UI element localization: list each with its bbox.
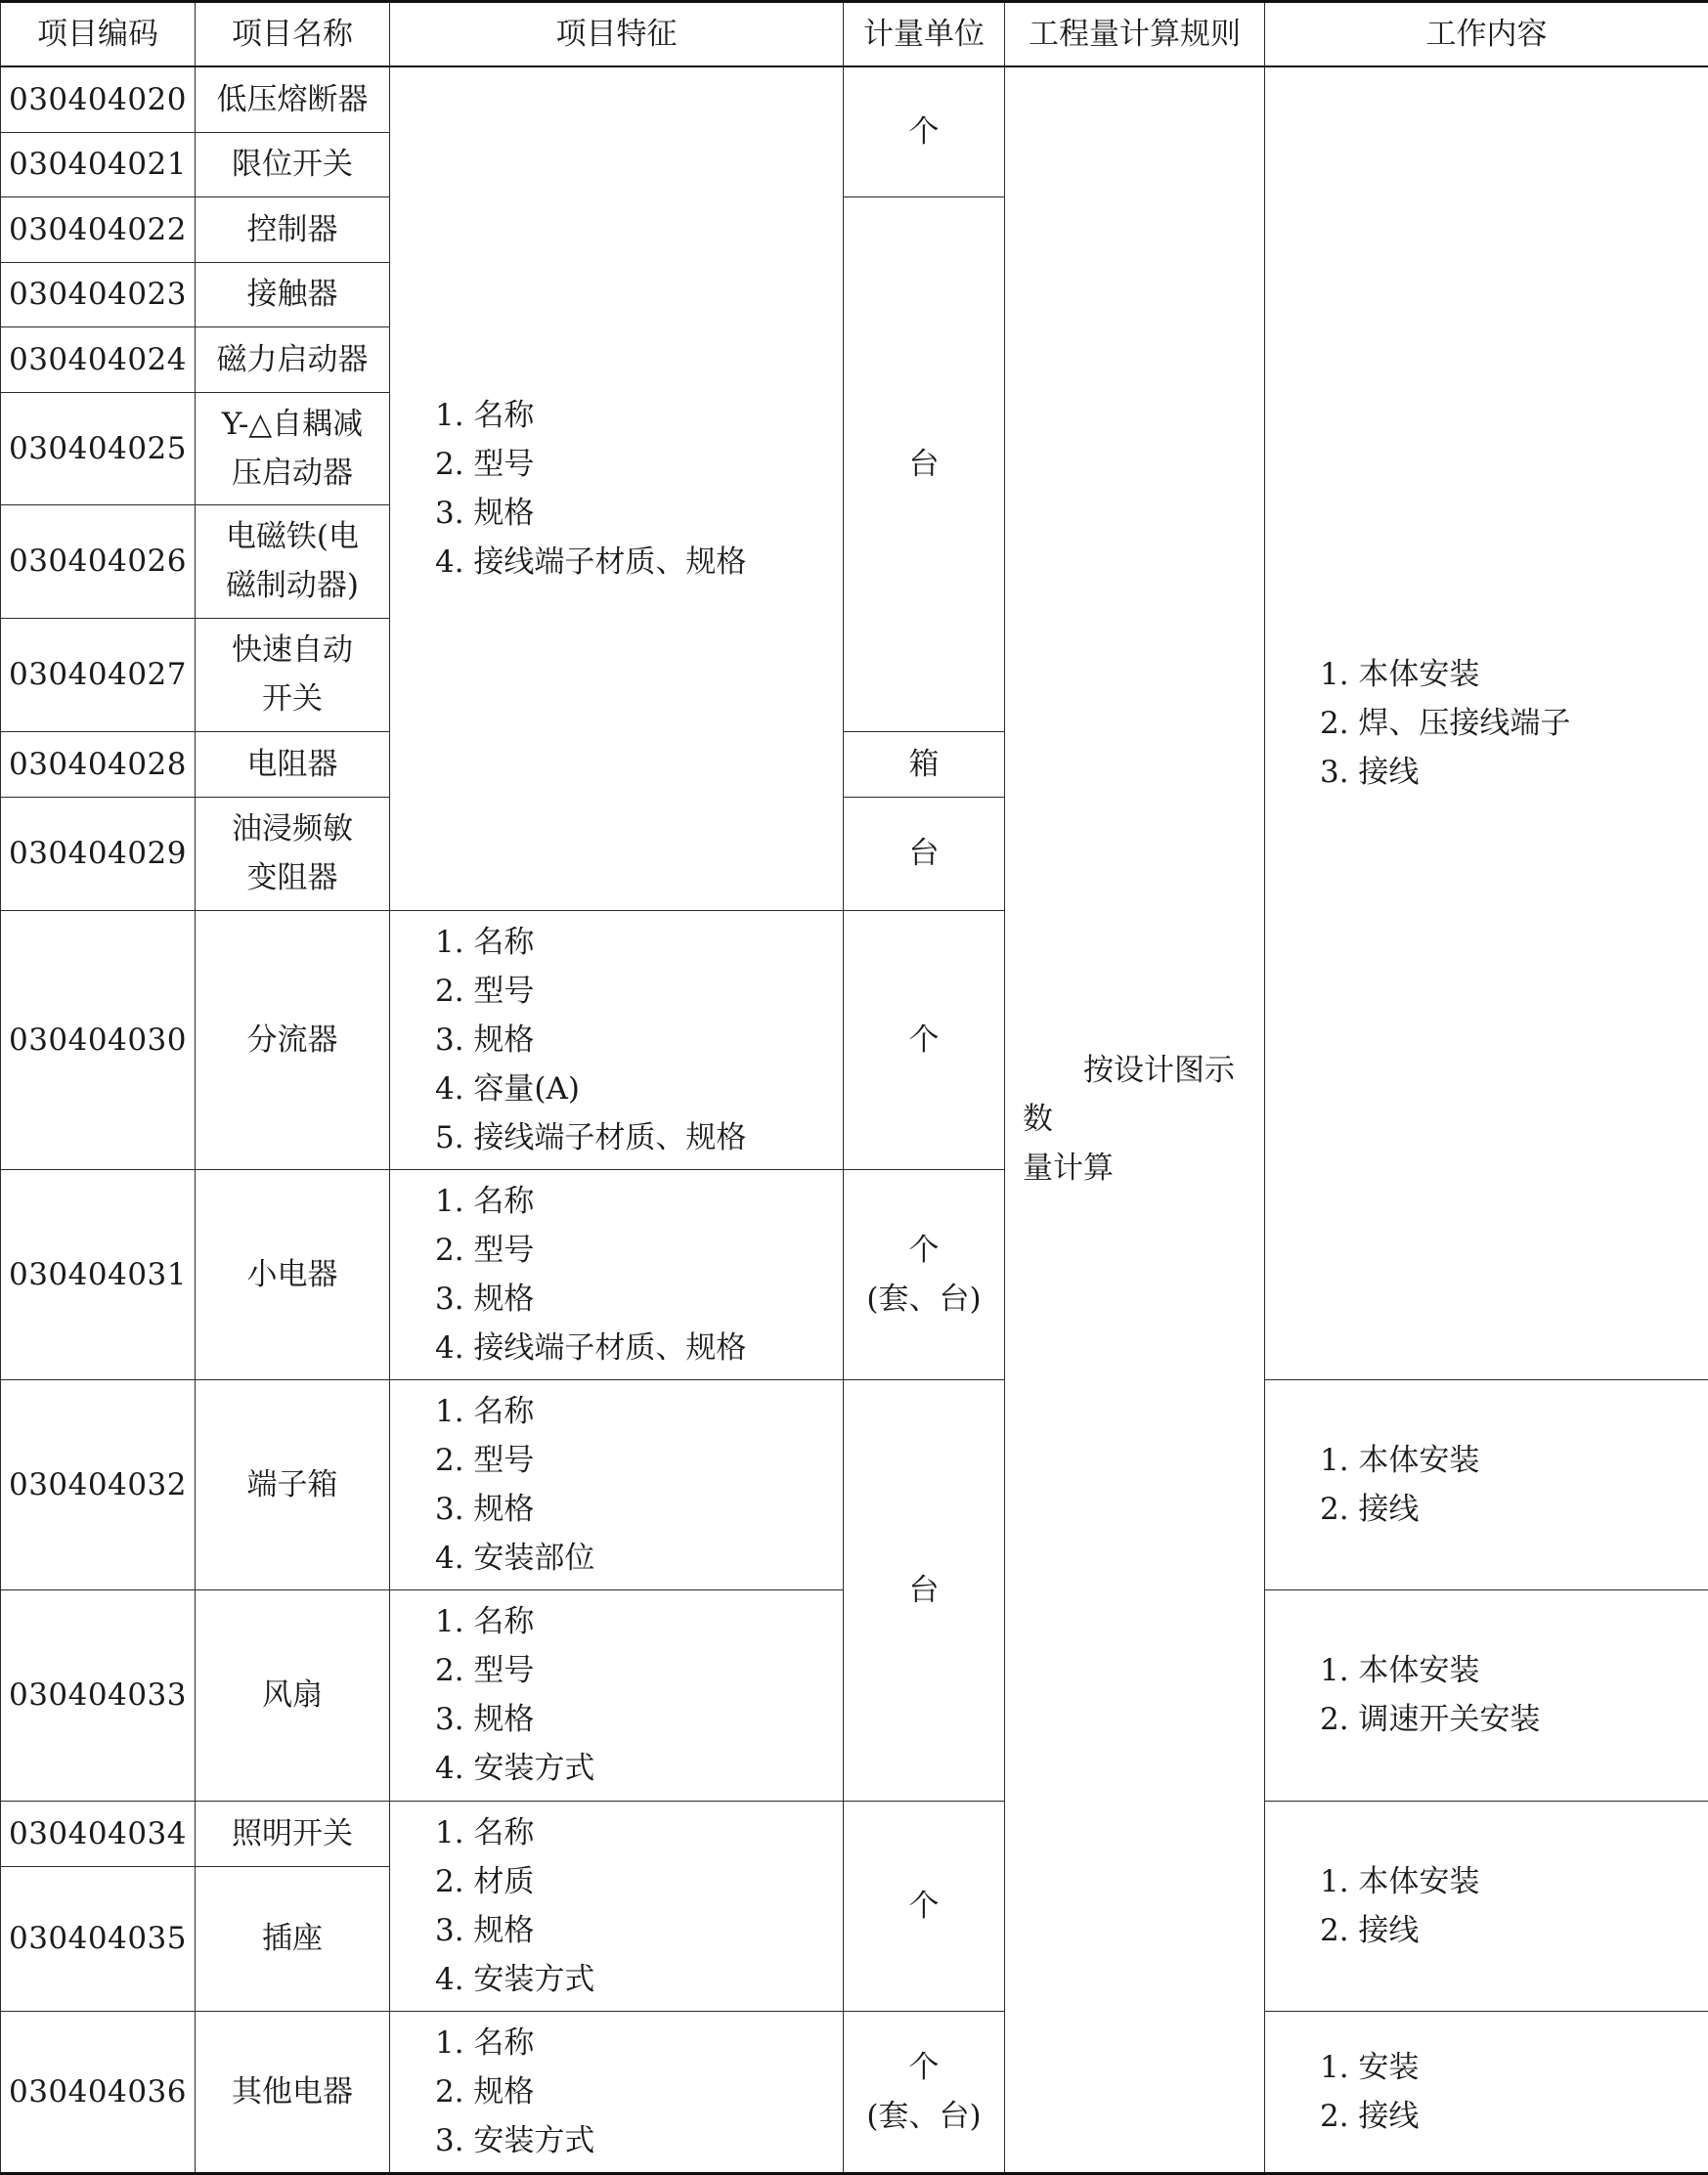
unit-cell: 台 — [844, 1379, 1005, 1801]
feature-line: 5. 接线端子材质、规格 — [435, 1113, 843, 1162]
unit-cell — [844, 1169, 1005, 1379]
item-name — [196, 392, 390, 504]
feature-line: 3. 规格 — [435, 1906, 843, 1955]
table-row — [1, 1801, 1708, 1866]
item-name: 分流器 — [196, 910, 390, 1169]
unit-line: (套、台) — [844, 2092, 1004, 2141]
item-name — [196, 618, 390, 731]
item-name-line: 油浸频敏 — [196, 805, 389, 853]
feature-line: 3. 安装方式 — [435, 2116, 843, 2165]
item-contents — [1265, 66, 1708, 1379]
item-name: 照明开关 — [196, 1801, 390, 1866]
content-line: 3. 接线 — [1320, 748, 1708, 797]
feature-line: 3. 规格 — [435, 489, 843, 538]
item-code: 030404025 — [1, 392, 196, 504]
item-name — [196, 797, 390, 910]
content-line: 2. 焊、压接线端子 — [1320, 699, 1708, 748]
item-name-line: 快速自动 — [196, 626, 389, 674]
header-name: 项目名称 — [196, 2, 390, 67]
unit-line: 个 — [844, 2043, 1004, 2092]
feature-line: 2. 材质 — [435, 1857, 843, 1906]
feature-line: 4. 接线端子材质、规格 — [435, 538, 843, 587]
item-contents — [1265, 2011, 1708, 2173]
item-name-line: 压启动器 — [196, 449, 389, 498]
item-features — [390, 1801, 844, 2011]
content-line: 2. 接线 — [1320, 1906, 1708, 1955]
header-contents: 工作内容 — [1265, 2, 1708, 67]
unit-cell: 台 — [844, 196, 1005, 731]
content-line: 2. 调速开关安装 — [1320, 1695, 1708, 1744]
item-name: 磁力启动器 — [196, 326, 390, 392]
item-code: 030404029 — [1, 797, 196, 910]
item-name: 电阻器 — [196, 731, 390, 797]
feature-line: 1. 名称 — [435, 918, 843, 967]
item-name-line: Y-△自耦减 — [196, 400, 389, 449]
item-code: 030404022 — [1, 196, 196, 262]
item-name: 其他电器 — [196, 2011, 390, 2173]
item-code: 030404031 — [1, 1169, 196, 1379]
item-code: 030404028 — [1, 731, 196, 797]
feature-line: 2. 规格 — [435, 2067, 843, 2116]
item-code: 030404024 — [1, 326, 196, 392]
header-features: 项目特征 — [390, 2, 844, 67]
item-contents — [1265, 1379, 1708, 1589]
item-name-line: 磁制动器) — [196, 561, 389, 610]
table-row — [1, 2011, 1708, 2173]
unit-cell: 个 — [844, 910, 1005, 1169]
item-name: 小电器 — [196, 1169, 390, 1379]
header-code: 项目编码 — [1, 2, 196, 67]
content-line: 1. 本体安装 — [1320, 650, 1708, 699]
content-line: 1. 本体安装 — [1320, 1857, 1708, 1906]
content-line: 2. 接线 — [1320, 2092, 1708, 2141]
unit-cell: 台 — [844, 797, 1005, 910]
item-name: 控制器 — [196, 196, 390, 262]
unit-cell: 箱 — [844, 731, 1005, 797]
unit-cell: 个 — [844, 66, 1005, 196]
feature-line: 1. 名称 — [435, 2019, 843, 2067]
item-contents — [1265, 1589, 1708, 1801]
item-name: 插座 — [196, 1866, 390, 2011]
feature-line: 2. 型号 — [435, 967, 843, 1016]
content-line: 1. 本体安装 — [1320, 1646, 1708, 1695]
feature-line: 2. 型号 — [435, 1436, 843, 1485]
feature-line: 3. 规格 — [435, 1016, 843, 1065]
feature-line: 3. 规格 — [435, 1485, 843, 1534]
item-code: 030404034 — [1, 1801, 196, 1866]
feature-line: 1. 名称 — [435, 1177, 843, 1226]
item-contents — [1265, 1801, 1708, 2011]
header-unit: 计量单位 — [844, 2, 1005, 67]
feature-line: 1. 名称 — [435, 1597, 843, 1646]
item-code: 030404030 — [1, 910, 196, 1169]
item-name-line: 开关 — [196, 674, 389, 723]
item-features — [390, 1589, 844, 1801]
feature-line: 1. 名称 — [435, 1387, 843, 1436]
item-code: 030404033 — [1, 1589, 196, 1801]
item-name: 风扇 — [196, 1589, 390, 1801]
feature-line: 4. 安装方式 — [435, 1955, 843, 2004]
feature-line: 3. 规格 — [435, 1275, 843, 1324]
item-code: 030404021 — [1, 132, 196, 196]
unit-line: (套、台) — [844, 1275, 1004, 1324]
item-name: 接触器 — [196, 262, 390, 326]
unit-line: 个 — [844, 1226, 1004, 1275]
feature-line: 2. 型号 — [435, 440, 843, 489]
item-name: 端子箱 — [196, 1379, 390, 1589]
item-code: 030404036 — [1, 2011, 196, 2173]
rule-line: 按设计图示数 — [1023, 1046, 1252, 1144]
rule-line: 量计算 — [1023, 1151, 1114, 1186]
item-code: 030404027 — [1, 618, 196, 731]
item-features — [390, 1379, 844, 1589]
content-line: 2. 接线 — [1320, 1485, 1708, 1534]
item-code: 030404023 — [1, 262, 196, 326]
rule-cell — [1005, 66, 1265, 2173]
item-features — [390, 910, 844, 1169]
item-name: 低压熔断器 — [196, 66, 390, 132]
item-code: 030404020 — [1, 66, 196, 132]
item-code: 030404026 — [1, 504, 196, 618]
feature-line: 1. 名称 — [435, 391, 843, 440]
feature-line: 2. 型号 — [435, 1226, 843, 1275]
feature-line: 4. 容量(A) — [435, 1065, 843, 1113]
table-row — [1, 66, 1708, 132]
header-row — [1, 2, 1708, 67]
feature-line: 2. 型号 — [435, 1646, 843, 1695]
item-features — [390, 66, 844, 910]
header-rule: 工程量计算规则 — [1005, 2, 1265, 67]
content-line: 1. 安装 — [1320, 2043, 1708, 2092]
feature-line: 4. 安装方式 — [435, 1744, 843, 1793]
item-features — [390, 2011, 844, 2173]
content-line: 1. 本体安装 — [1320, 1436, 1708, 1485]
item-code: 030404035 — [1, 1866, 196, 2011]
table-row — [1, 1379, 1708, 1589]
item-features — [390, 1169, 844, 1379]
item-code: 030404032 — [1, 1379, 196, 1589]
feature-line: 4. 接线端子材质、规格 — [435, 1324, 843, 1372]
feature-line: 4. 安装部位 — [435, 1534, 843, 1583]
item-name: 限位开关 — [196, 132, 390, 196]
feature-line: 1. 名称 — [435, 1808, 843, 1857]
item-name-line: 变阻器 — [196, 853, 389, 902]
item-name-line: 电磁铁(电 — [196, 512, 389, 561]
feature-line: 3. 规格 — [435, 1695, 843, 1744]
unit-cell — [844, 2011, 1005, 2173]
unit-cell: 个 — [844, 1801, 1005, 2011]
item-name — [196, 504, 390, 618]
